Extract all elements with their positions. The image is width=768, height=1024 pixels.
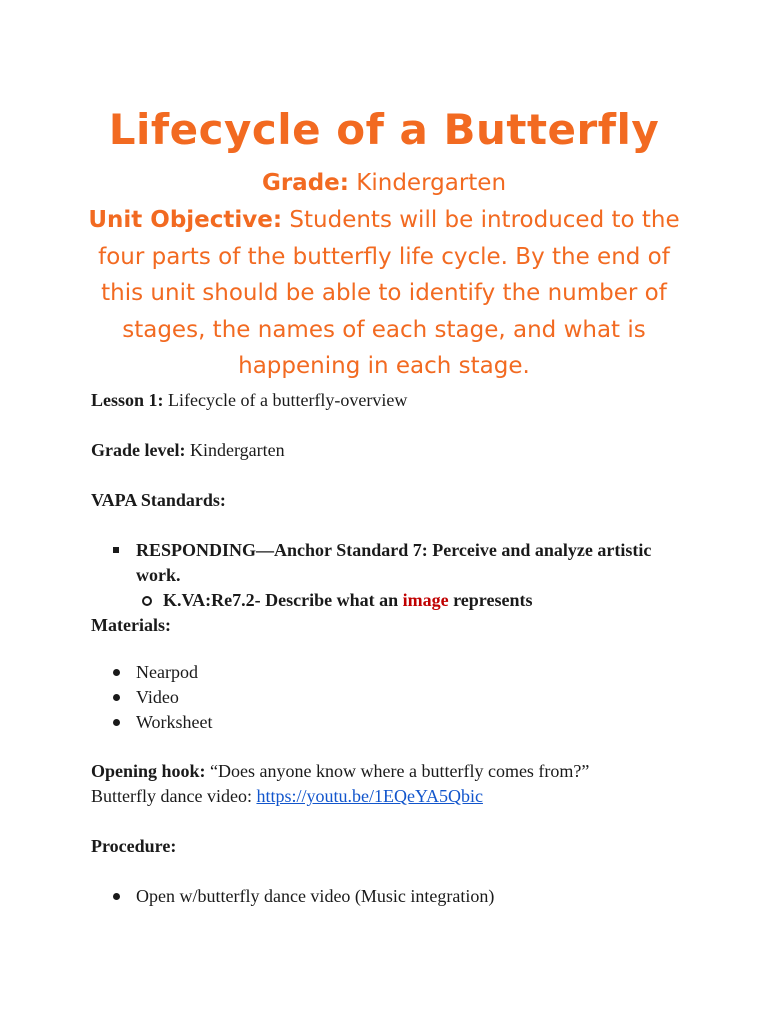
grade-level-value: Kindergarten [189,440,285,460]
list-item [110,538,691,588]
lesson-value: Lifecycle of a butterfly-overview [168,390,408,410]
list-item [110,884,691,909]
square-bullet-icon [113,547,119,553]
opening-hook-quote: “Does anyone know where a butterfly comes from?” [210,761,590,781]
procedure-item: Open w/butterfly dance video (Music integration) [136,886,495,906]
standard-text: RESPONDING—Anchor Standard 7: Perceive and analyze artistic work. [136,540,652,585]
procedure-heading: Procedure: [91,836,177,856]
list-item [110,710,691,735]
material-item: Nearpod [136,662,198,682]
opening-hook-label: Opening hook: [91,761,206,781]
vapa-heading: VAPA Standards: [91,490,226,510]
bullet-icon [113,719,120,726]
vapa-standard-list [110,538,691,588]
list-item [110,660,691,685]
lesson-line [91,388,691,413]
materials-list [110,660,691,735]
list-item [110,685,691,710]
vapa-substandard-list [142,588,691,613]
grade-level-line [91,438,691,463]
document-title: Lifecycle of a Butterfly [108,105,660,154]
grade-level-label: Grade level: [91,440,186,460]
procedure-list [110,884,691,909]
material-item: Worksheet [136,712,213,732]
grade-value: Kindergarten [356,170,507,196]
substandard-text: K.VA:Re7.2- Describe what an [163,590,399,610]
substandard-text-end: represents [453,590,533,610]
objective-text: Students will be introduced to the four parts of the butterfly life cycle. By the end of this unit should be able to identify the number of stages, the names of each stage, and what is happening in each stage. [98,207,680,379]
substandard-highlight: image [402,590,449,610]
video-link[interactable]: https://youtu.be/1EQeYA5Qbic [256,786,483,806]
bullet-icon [113,694,120,701]
opening-hook [91,759,691,809]
materials-heading: Materials: [91,615,171,635]
grade-label: Grade: [261,170,349,196]
lesson-body [91,388,691,933]
bullet-icon [113,669,120,676]
bullet-icon [113,893,120,900]
list-item [142,588,691,613]
objective-label: Unit Objective: [88,207,283,233]
unit-objective [88,202,680,385]
video-label: Butterfly dance video: [91,786,252,806]
grade-line [0,167,768,199]
material-item: Video [136,687,179,707]
circle-bullet-icon [142,596,152,606]
lesson-label: Lesson 1: [91,390,164,410]
